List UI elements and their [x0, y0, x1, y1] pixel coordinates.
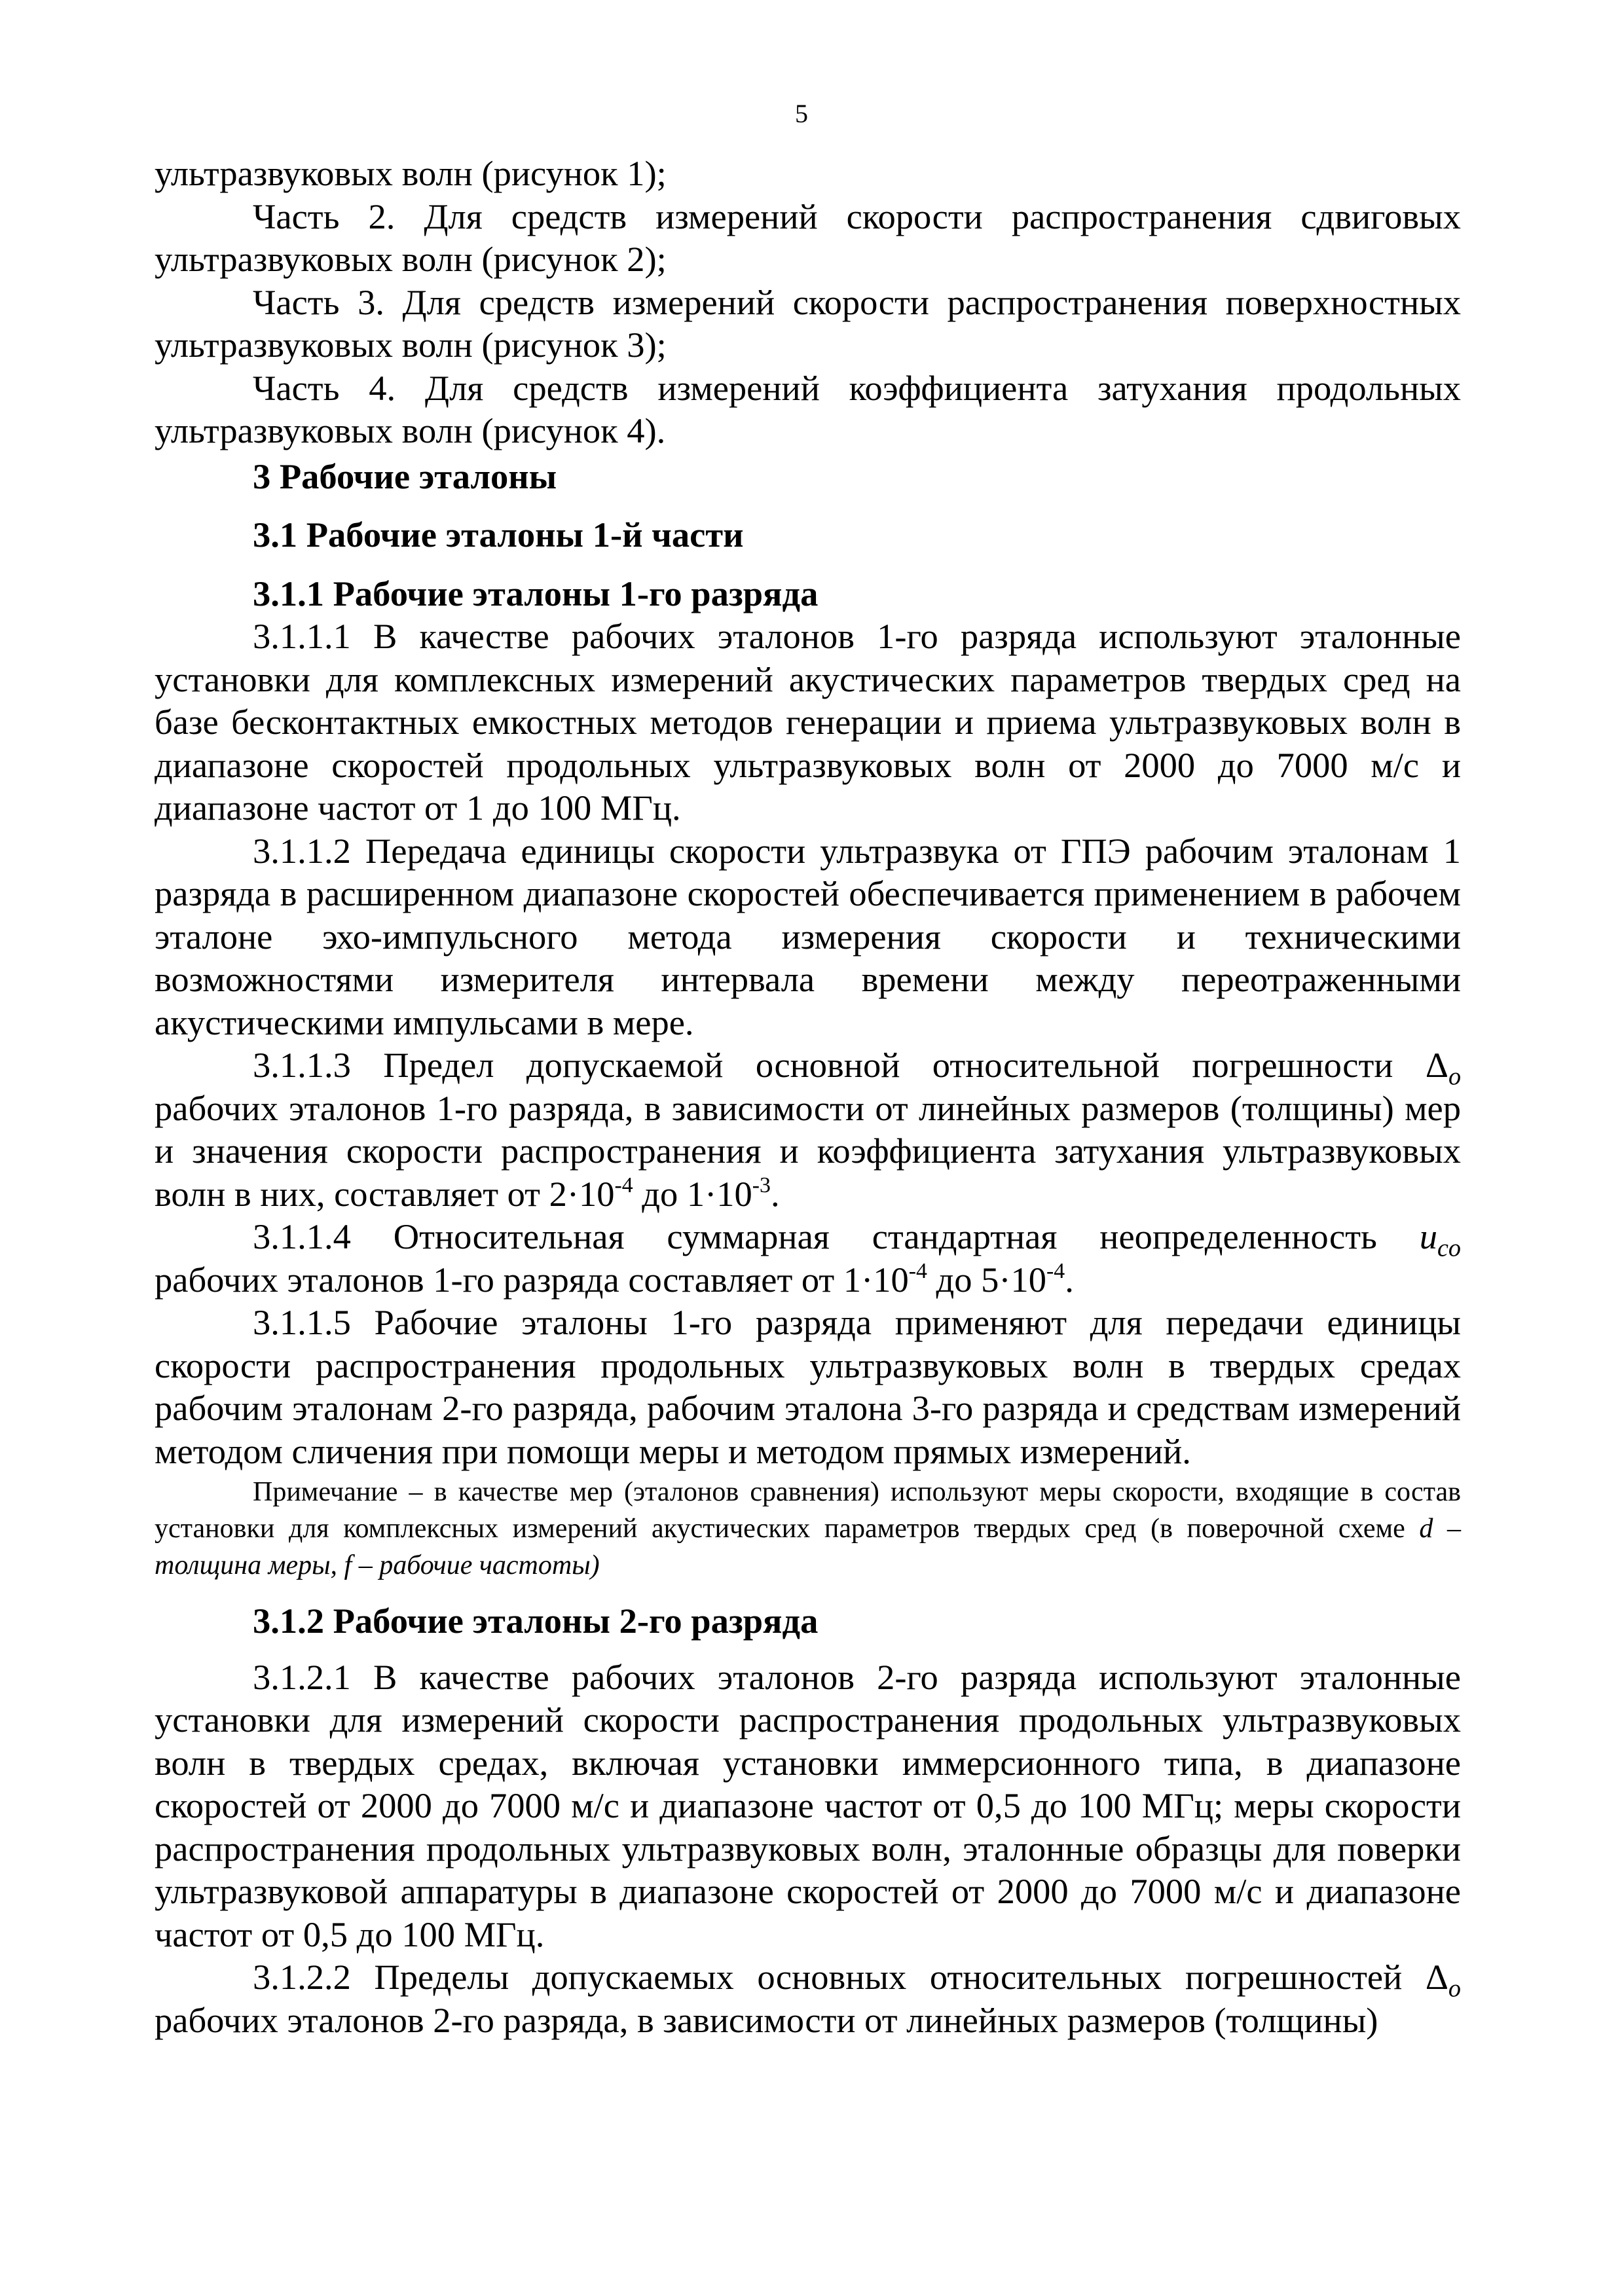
paragraph-3-1-2-2 — [155, 1956, 1461, 2003]
heading-3-1-1: 3.1.1 Рабочие эталоны 1-го разряда — [253, 573, 819, 613]
p3114-exp2: -4 — [1046, 1258, 1065, 1283]
note — [155, 1474, 1461, 1584]
p3114-text: рабочих эталонов 1-го разряда составляет от 1·10 — [155, 1259, 909, 1300]
paragraph-3-1-2-2-lead: 3.1.2.2 Пределы допускаемых основных относительных погрешностей — [253, 1957, 1403, 1997]
p3113-text2: до 1·10 — [633, 1173, 752, 1214]
intro-line-1: ультразвуковых волн (рисунок 1); — [155, 153, 667, 193]
p3113-end: . — [770, 1173, 780, 1214]
u-subscript: co — [1437, 1234, 1461, 1262]
intro-part-4: Часть 4. Для средств измерений коэффициента затухания продольных ультразвуковых волн (рисунок 4). — [155, 367, 1461, 450]
p3113-text: рабочих эталонов 1-го разряда, в зависимости от линейных размеров (толщины) мер и значения скорости распространения и коэффициента затухания ультразвуковых волн в них, составляет от 2·10 — [155, 1087, 1461, 1214]
heading-3: 3 Рабочие эталоны — [253, 456, 557, 496]
paragraph-3-1-1-1: 3.1.1.1 В качестве рабочих эталонов 1-го разряда используют эталонные установки для комплексных измерений акустических параметров твердых сред на базе бесконтактных емкостных методов генерации и приема ультразвуковых волн в диапазоне скоростей продольных ультразвуковых волн от 2000 до 7000 м/с и диапазоне частот от 1 до 100 МГц. — [155, 616, 1461, 828]
intro-part-3: Часть 3. Для средств измерений скорости распространения поверхностных ультразвуковых волн (рисунок 3); — [155, 282, 1461, 365]
paragraph-3-1-2-1: 3.1.2.1 В качестве рабочих эталонов 2-го разряда используют эталонные установки для измерений скорости распространения продольных ультразвуковых волн в твердых средах, включая установки иммерсионного типа, в диапазоне скоростей от 2000 до 7000 м/с и диапазоне частот от 0,5 до 100 МГц; меры скорости распространения продольных ультразвуковых волн, эталонные образцы для поверки ультразвуковой аппаратуры в диапазоне скоростей от 2000 до 7000 м/с и диапазоне частот от 0,5 до 100 МГц. — [155, 1656, 1461, 1954]
delta-glyph-2: Δ — [1425, 1957, 1448, 1997]
delta-symbol-2 — [1425, 1957, 1461, 2003]
intro-part-2: Часть 2. Для средств измерений скорости распространения сдвиговых ультразвуковых волн (рисунок 2); — [155, 196, 1461, 279]
page-number: 5 — [795, 99, 808, 128]
p3114-text2: до 5·10 — [927, 1259, 1047, 1300]
document-body — [155, 152, 1461, 2041]
paragraph-3-1-1-5: 3.1.1.5 Рабочие эталоны 1-го разряда применяют для передачи единицы скорости распространения продольных ультразвуковых волн в твердых средах рабочим эталонам 2-го разряда, рабочим эталона 3-го разряда и средствам измерений методом сличения при помощи меры и методом прямых измерений. — [155, 1302, 1461, 1471]
delta-subscript: o — [1448, 1063, 1462, 1091]
u-glyph: u — [1419, 1216, 1437, 1256]
heading-3-1-2: 3.1.2 Рабочие эталоны 2-го разряда — [253, 1601, 819, 1641]
delta-glyph: Δ — [1425, 1045, 1448, 1085]
note-text: Примечание – в качестве мер (эталонов сравнения) используют меры скорости, входящие в состав установки для комплексных измерений акустических параметров твердых сред (в поверочной схеме — [155, 1477, 1461, 1544]
paragraph-3-1-1-3-lead: 3.1.1.3 Предел допускаемой основной относительной погрешности — [253, 1045, 1393, 1085]
p3113-exp2: -3 — [752, 1173, 771, 1197]
paragraph-3-1-1-4-lead: 3.1.1.4 Относительная суммарная стандартная неопределенность — [253, 1216, 1377, 1256]
paragraph-3-1-1-4-cont — [155, 1258, 1461, 1302]
u-symbol — [1419, 1216, 1461, 1262]
delta-symbol — [1425, 1045, 1462, 1091]
paragraph-3-1-1-3-cont — [155, 1087, 1461, 1216]
p3114-end: . — [1065, 1259, 1074, 1300]
delta-subscript-2: o — [1448, 1975, 1461, 2003]
paragraph-3-1-1-2: 3.1.1.2 Передача единицы скорости ультразвука от ГПЭ рабочим эталонам 1 разряда в расширенном диапазоне скоростей обеспечивается применением в рабочем эталоне эхо-импульсного метода измерения скорости и техническими возможностями измерителя интервала времени между переотраженными акустическими импульсами в мере. — [155, 830, 1461, 1042]
p3114-exp1: -4 — [908, 1258, 927, 1283]
paragraph-3-1-1-4 — [155, 1215, 1461, 1262]
paragraph-3-1-1-3 — [155, 1044, 1462, 1091]
heading-3-1: 3.1 Рабочие эталоны 1-й части — [253, 515, 744, 555]
p3113-exp1: -4 — [614, 1173, 633, 1197]
paragraph-3-1-2-2-cont: рабочих эталонов 2-го разряда, в зависимости от линейных размеров (толщины) — [155, 1999, 1378, 2040]
note-italic: d –толщина меры, f – рабочие частоты) — [155, 1514, 1462, 1580]
